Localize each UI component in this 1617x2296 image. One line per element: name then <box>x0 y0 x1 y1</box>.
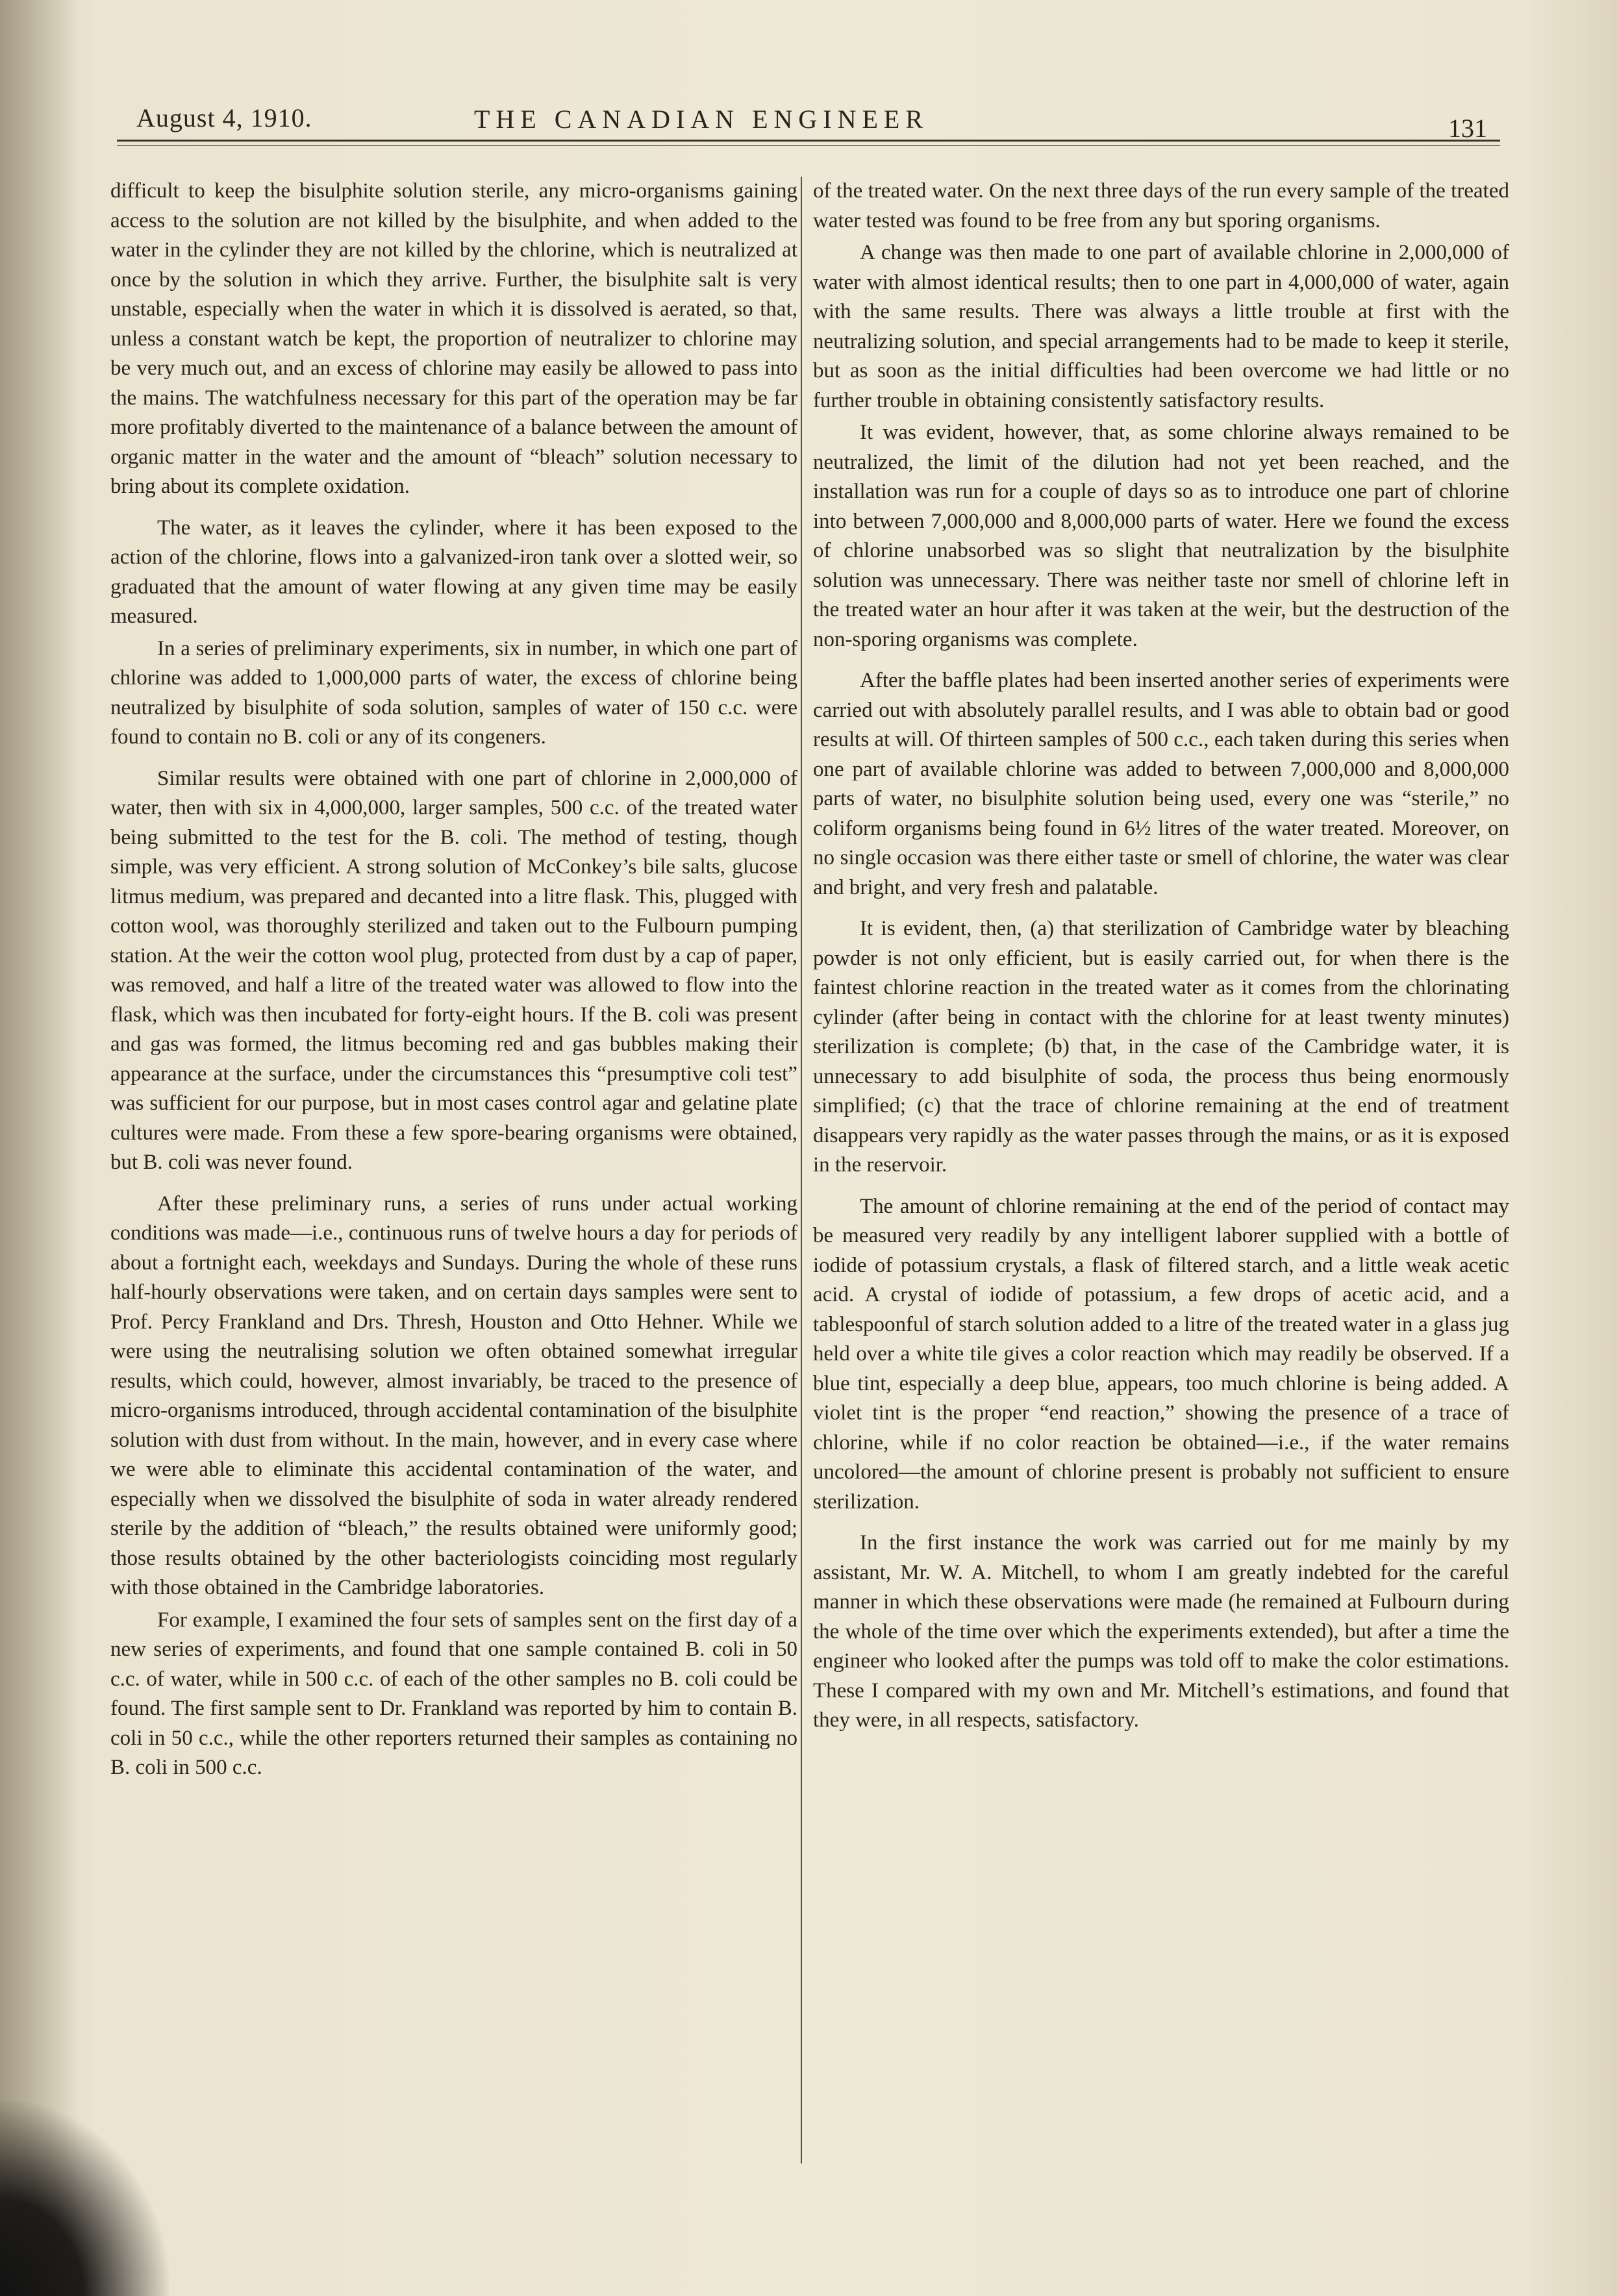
paragraph: It was evident, however, that, as some chlorine always remained to be neutralized, the limit of the dilution had not yet been reached, and the installation was run for a couple of days so as to introduce one part of chlorine into between 7,000,000 and 8,000,000 parts of water. Here we found the excess of chlorine unabsorbed was so slight that neutralization by the bisulphite solution was unnecessary. There was neither taste nor smell of chlorine left in the treated water an hour after it was taken at the weir, but the destruction of the non-sporing organisms was complete. <box>813 421 1509 651</box>
header-rule <box>117 140 1500 142</box>
paragraph: The water, as it leaves the cylinder, where it has been exposed to the action of the chlorine, flows into a galvanized-iron tank over a slotted weir, so graduated that the amount of water flowing at any given time may be easily measured. <box>110 516 797 628</box>
paragraph: A change was then made to one part of available chlorine in 2,000,000 of water with almost identical results; then to one part in 4,000,000 of water, again with the same results. There was always a little trouble at first with the neutralizing solution, and special arrangements had to be made to keep it sterile, but as soon as the initial difficulties had been overcome we had little or no further trouble in obtaining consistently satisfactory results. <box>813 241 1509 412</box>
paragraph: In the first instance the work was carried out for me mainly by my assistant, Mr. W. A. Mitchell, to whom I am greatly indebted for the careful manner in which these observations were made (he remained at Fulbourn during the whole of the time over which the experiments extended), but after a time the engineer who looked after the pumps was told off to make the color estimations. These I compared with my own and Mr. Mitchell’s estimations, and found that they were, in all respects, satisfactory. <box>813 1531 1509 1732</box>
paragraph: After the baffle plates had been inserted another series of experiments were carried out with absolutely parallel results, and I was able to obtain bad or good results at will. Of thirteen samples of 500 c.c., each taken during this series when one part of available chlorine was added to between 7,000,000 and 8,000,000 parts of water, no bisulphite solution being used, every one was “sterile,” no coliform organisms being found in 6½ litres of the water treated. Moreover, on no single occasion was there either taste or smell of chlorine, the water was clear and bright, and very fresh and palatable. <box>813 669 1509 899</box>
paragraph: Similar results were obtained with one part of chlorine in 2,000,000 of water, then with six in 4,000,000, larger samples, 500 c.c. of the treated water being submitted to the test for the B. coli. The method of testing, though simple, was very efficient. A strong solution of McConkey’s bile salts, glucose litmus medium, was prepared and decanted into a litre flask. This, plugged with cotton wool, was thoroughly sterilized and taken out to the Fulbourn pumping station. At the weir the cotton wool plug, protected from dust by a cap of paper, was removed, and half a litre of the treated water was allowed to flow into the flask, which was then incubated for forty-eight hours. If the B. coli was present and gas was formed, the litmus becoming red and gas bubbles making their appearance at the surface, under the circumstances this “presumptive coli test” was sufficient for our purpose, but in most cases control agar and gelatine plate cultures were made. From these a few spore-bearing organisms were obtained, but B. coli was never found. <box>110 766 797 1174</box>
right-column <box>813 177 1509 1738</box>
page-number: 131 <box>1448 114 1487 143</box>
issue-date: August 4, 1910. <box>136 103 312 132</box>
left-column <box>110 177 797 1786</box>
header-rule-thin <box>117 145 1500 146</box>
paragraph: of the treated water. On the next three days of the run every sample of the treated water tested was found to be free from any but sporing organisms. <box>813 179 1509 232</box>
paragraph: It is evident, then, (a) that sterilization of Cambridge water by bleaching powder is not only efficient, but is easily carried out, for when there is the faintest chlorine reaction in the treated water as it comes from the chlorinating cylinder (after being in contact with the chlorine for at least twenty minutes) sterilization is complete; (b) that, in the case of the Cambridge water, it is unnecessary to add bisulphite of soda, the process thus being enormously simplified; (c) that the trace of chlorine remaining at the end of treatment disappears very rapidly as the water passes through the mains, or as it is exposed in the reservoir. <box>813 917 1509 1177</box>
journal-title: THE CANADIAN ENGINEER <box>474 105 929 134</box>
paragraph: The amount of chlorine remaining at the end of the period of contact may be measured very readily by any intelligent laborer supplied with a bottle of iodide of potassium crystals, a flask of filtered starch, and a little weak acetic acid. A crystal of iodide of potassium, a few drops of acetic acid, and a tablespoonful of starch solution added to a litre of the treated water in a glass jug held over a white tile gives a color reaction which may readily be observed. If a blue tint, especially a deep blue, appears, too much chlorine is being added. A violet tint is the proper “end reaction,” showing the presence of a trace of chlorine, while if no color reaction be obtained—i.e., if the water remains uncolored—the amount of chlorine present is probably not sufficient to ensure sterilization. <box>813 1194 1509 1514</box>
paragraph: difficult to keep the bisulphite solution sterile, any micro-organisms gaining access to the solution are not killed by the bisulphite, and when added to the water in the cylinder they are not killed by the chlorine, which is neutralized at once by the solution in which they arrive. Further, the bisulphite salt is very unstable, especially when the water in which it is dissolved is aerated, so that, unless a constant watch be kept, the proportion of neutralizer to chlorine may be very much out, and an excess of chlorine may easily be allowed to pass into the mains. The watchfulness necessary for this part of the operation may be far more profitably diverted to the maintenance of a balance between the amount of organic matter in the water and the amount of “bleach” solution necessary to bring about its complete oxidation. <box>110 179 797 498</box>
scan-corner-shadow <box>0 2101 169 2296</box>
paragraph: For example, I examined the four sets of samples sent on the first day of a new series of experiments, and found that one sample contained B. coli in 50 c.c. of water, while in 500 c.c. of each of the other samples no B. coli could be found. The first sample sent to Dr. Frankland was reported by him to contain B. coli in 50 c.c., while the other reporters returned their samples as containing no B. coli in 500 c.c. <box>110 1608 797 1779</box>
paragraph: In a series of preliminary experiments, six in number, in which one part of chlorine was added to 1,000,000 parts of water, the excess of chlorine being neutralized by bisulphite of soda solution, samples of water of 150 c.c. were found to contain no B. coli or any of its congeners. <box>110 636 797 749</box>
running-header <box>136 97 1487 143</box>
paragraph: After these preliminary runs, a series of runs under actual working conditions was made—i.e., continuous runs of twelve hours a day for periods of about a fortnight each, weekdays and Sundays. During the whole of these runs half-hourly observations were taken, and on certain days samples were sent to Prof. Percy Frankland and Drs. Thresh, Houston and Otto Hehner. While we were using the neutralising solution we often obtained somewhat irregular results, which could, however, almost invariably, be traced to the presence of micro-organisms introduced, through accidental contamination of the bisulphite solution with dust from without. In the main, however, and in every case where we were able to eliminate this accidental contamination of the water, and especially when we dissolved the bisulphite of soda in water already rendered sterile by the addition of “bleach,” the results obtained were uniformly good; those results obtained by the other bacteriologists coinciding most regularly with those obtained in the Cambridge laboratories. <box>110 1192 797 1599</box>
page-binding-shadow <box>0 0 78 2296</box>
column-divider <box>801 177 802 2164</box>
